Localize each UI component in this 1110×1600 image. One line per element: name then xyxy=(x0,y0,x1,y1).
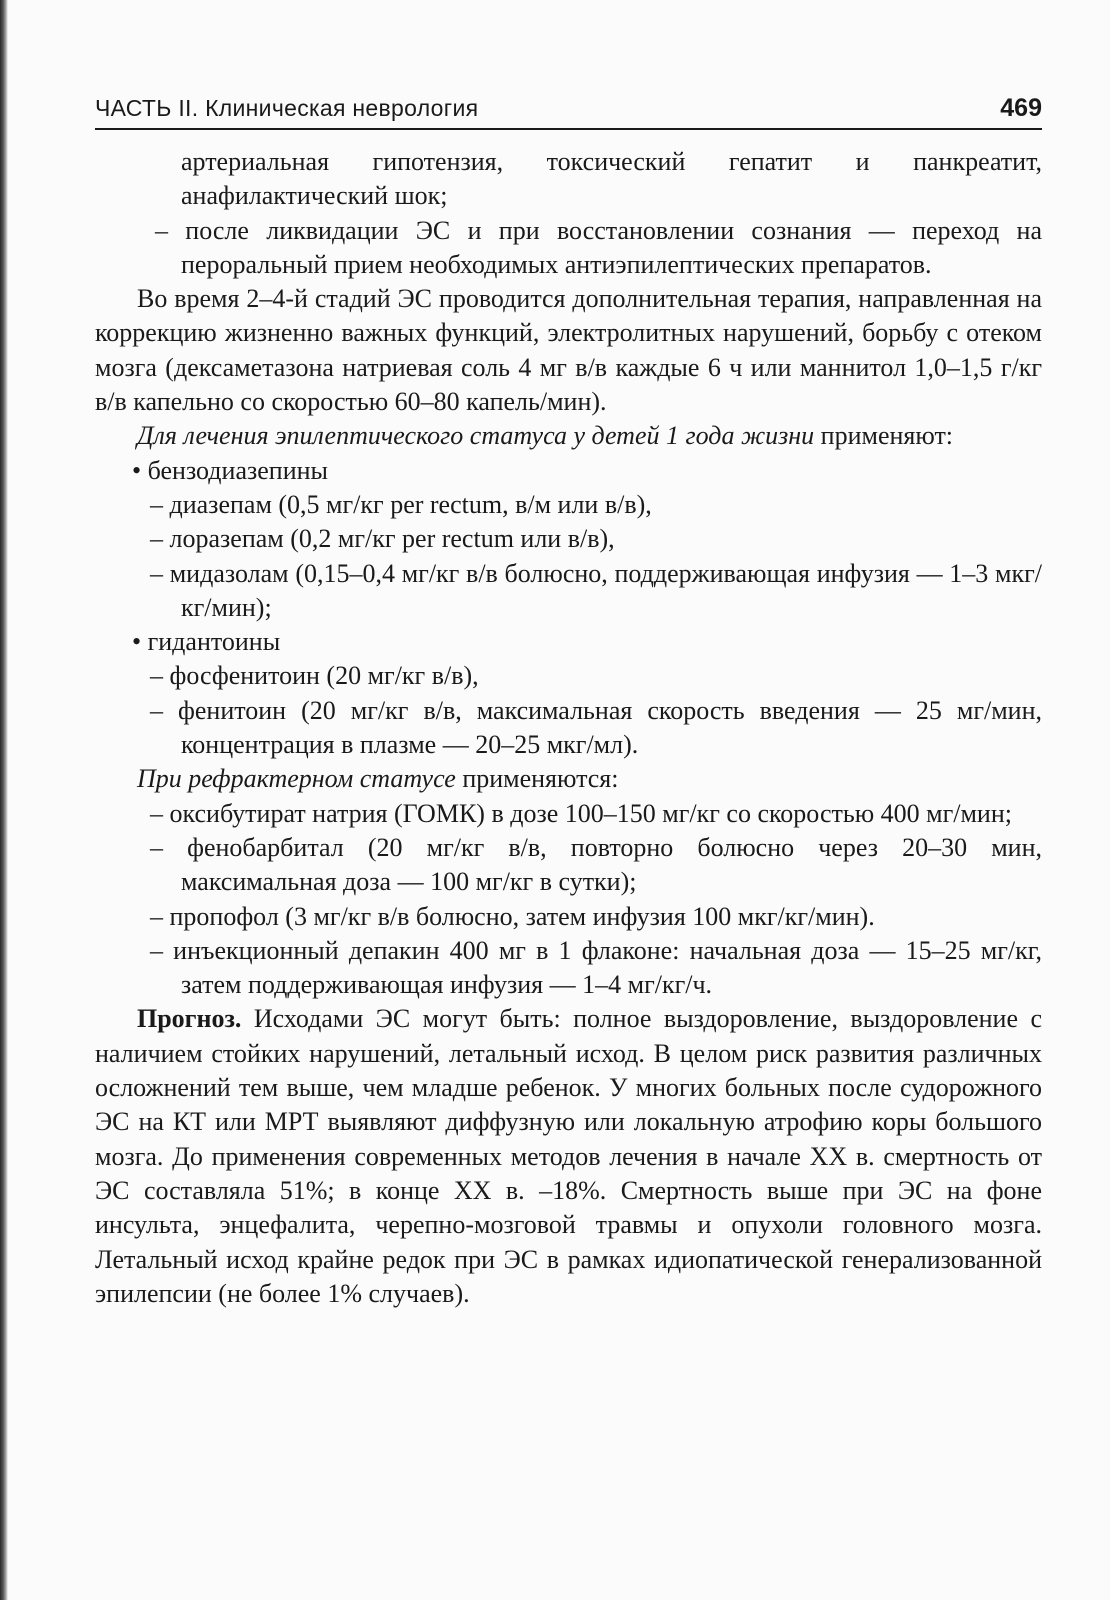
continued-list-item: артериальная гипотензия, токсический гепатит и панкреатит, анафилактический шок; xyxy=(181,147,1042,211)
list-item-midazolam: – мидазолам (0,15–0,4 мг/кг в/в болюсно, поддерживающая инфузия — 1–3 мкг/кг/мин); xyxy=(150,558,1042,622)
refractory-rest: применяются: xyxy=(455,764,619,794)
prognosis-label: Прогноз. xyxy=(137,1004,242,1034)
list-item-phenobarbital: – фенобарбитал (20 мг/кг в/в, повторно болюсно через 20–30 мин, максимальная доза — 100 мг/кг в сутки); xyxy=(150,832,1042,897)
paragraph-prognosis xyxy=(95,1002,1042,1311)
list-item-lorazepam: – лоразепам (0,2 мг/кг per rectum или в/в), xyxy=(150,524,615,554)
page-body xyxy=(95,145,1042,1311)
list-item-phenytoin: – фенитоин (20 мг/кг в/в, максимальная скорость введения — 25 мг/мин, концентрация в плазме — 20–25 мкг/мл). xyxy=(150,695,1042,760)
list-item-depakine: – инъекционный депакин 400 мг в 1 флаконе: начальная доза — 15–25 мг/кг, затем поддерживающая инфузия — 1–4 мг/кг/ч. xyxy=(150,935,1042,1000)
bullet-hydantoins: • гидантоины xyxy=(132,627,281,657)
list-item-propofol: – пропофол (3 мг/кг в/в болюсно, затем инфузия 100 мкг/кг/мин). xyxy=(150,901,875,931)
paragraph-refractory-intro xyxy=(95,762,1042,796)
paragraph-children-intro xyxy=(95,419,1042,453)
page-spine-shadow xyxy=(0,0,8,1600)
running-header xyxy=(95,92,1042,130)
children-italic-phrase: Для лечения эпилептического статуса у детей 1 года жизни xyxy=(137,421,815,451)
page-number: 469 xyxy=(1000,94,1042,122)
children-rest: применяют: xyxy=(814,421,954,451)
paragraph-therapy: Во время 2–4-й стадий ЭС проводится дополнительная терапия, направленная на коррекцию жизненно важных функций, электролитных нарушений, борьбу с отеком мозга (дексаметазона натриевая соль 4 мг в/в каждые 6 ч или маннитол 1,0–1,5 г/кг в/в капельно со скоростью 60–80 капель/мин). xyxy=(95,284,1042,417)
list-item-diazepam: – диазепам (0,5 мг/кг per rectum, в/м или в/в), xyxy=(150,489,652,519)
header-title: ЧАСТЬ II. Клиническая неврология xyxy=(95,95,479,121)
list-item-oxybutyrate: – оксибутират натрия (ГОМК) в дозе 100–150 мг/кг со скоростью 400 мг/мин; xyxy=(150,798,1012,828)
list-item-fosphenytoin: – фосфенитоин (20 мг/кг в/в), xyxy=(150,661,479,691)
bullet-benzodiazepines: • бензодиазепины xyxy=(132,455,329,485)
prognosis-text: Исходами ЭС могут быть: полное выздоровление, выздоровление с наличием стойких нарушений, летальный исход. В целом риск развития различных осложнений тем выше, чем младше ребенок. У многих больных после судорожного ЭС на КТ или МРТ выявляют диффузную или локальную атрофию коры большого мозга. До применения современных методов лечения в начале XX в. смертность от ЭС составляла 51%; в конце XX в. –18%. Смертность выше при ЭС на фоне инсульта, энцефалита, черепно-мозговой травмы и опухоли головного мозга. Летальный исход крайне редок при ЭС в рамках идиопатической генерализованной эпилепсии (не более 1% случаев). xyxy=(95,1004,1042,1308)
refractory-italic-phrase: При рефрактерном статусе xyxy=(137,764,456,794)
list-item-dash: – после ликвидации ЭС и при восстановлении сознания — переход на пероральный прием необходимых антиэпилептических препаратов. xyxy=(155,215,1042,279)
